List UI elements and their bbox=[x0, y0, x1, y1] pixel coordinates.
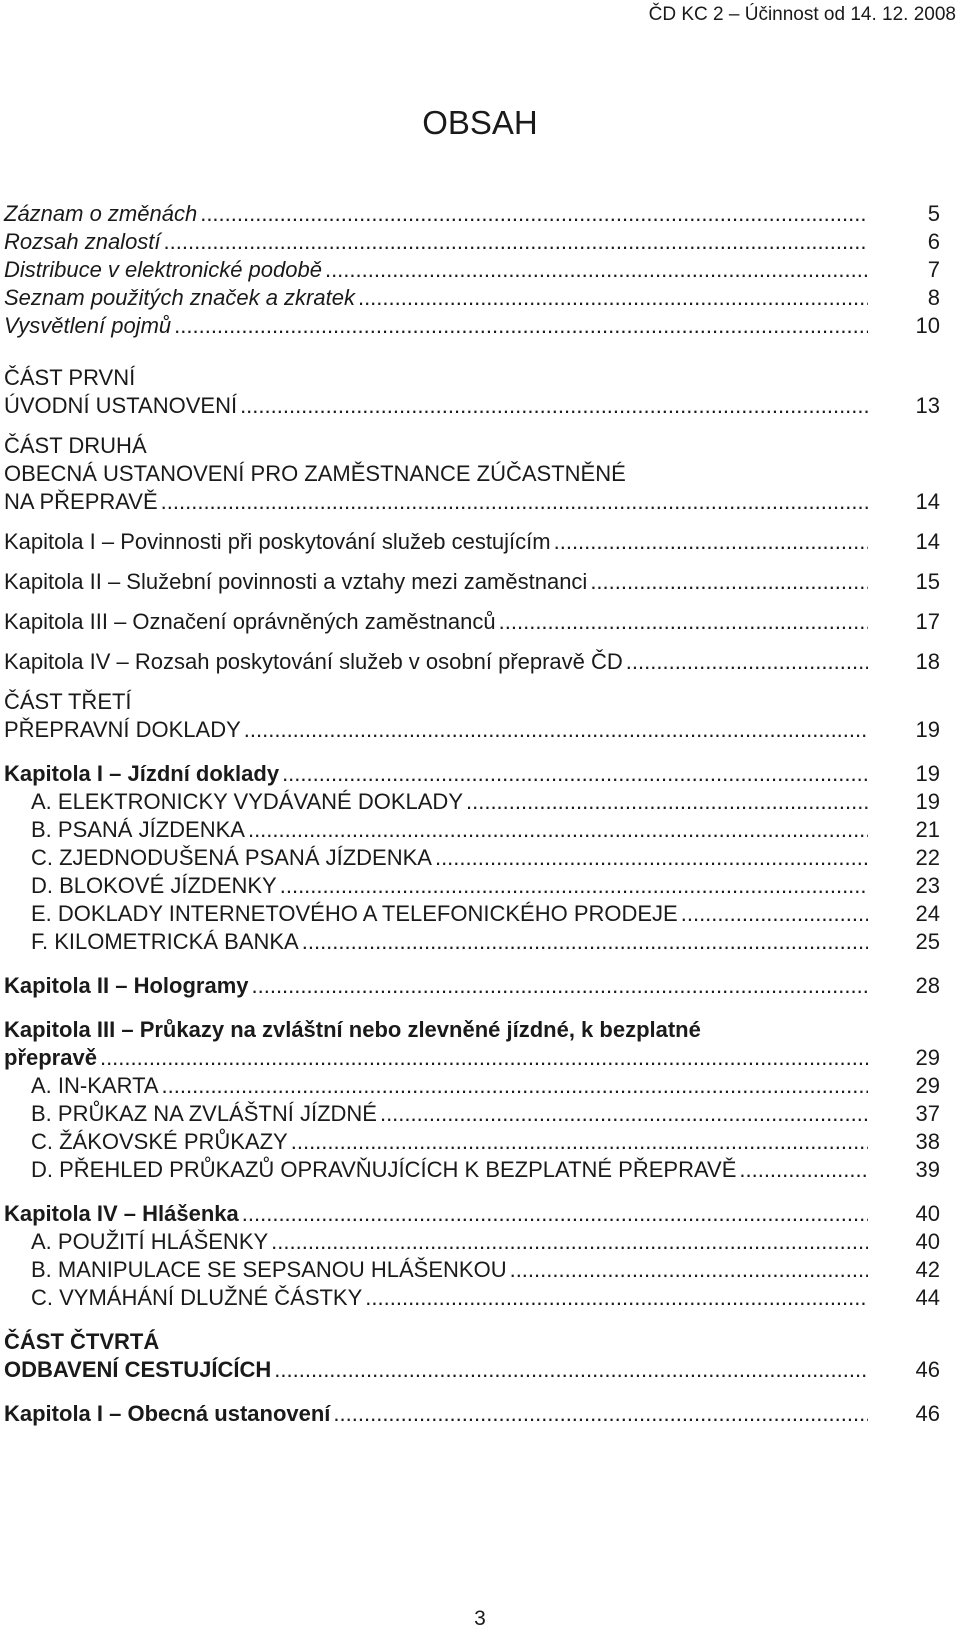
toc-entry-page-number: 40 bbox=[915, 1229, 940, 1254]
toc-entry-page-number: 10 bbox=[915, 313, 940, 338]
toc-entry-page-number: 39 bbox=[915, 1157, 940, 1182]
toc-entry-label: B. PRŮKAZ NA ZVLÁŠTNÍ JÍZDNÉ bbox=[31, 1101, 377, 1126]
toc-heading: ČÁST ČTVRTÁ bbox=[4, 1329, 160, 1354]
toc-entry-page-number: 18 bbox=[915, 649, 940, 674]
toc-entry-label: E. DOKLADY INTERNETOVÉHO A TELEFONICKÉHO PRODEJE bbox=[31, 901, 678, 926]
toc-entry-page-number: 25 bbox=[915, 929, 940, 954]
toc-entry-page-number: 14 bbox=[915, 529, 940, 554]
dot-leader bbox=[358, 284, 868, 312]
toc-entry-label: Seznam použitých značek a zkratek bbox=[4, 285, 355, 310]
toc-entry-label: Rozsah znalostí bbox=[4, 229, 161, 254]
dot-leader bbox=[164, 228, 868, 256]
toc-entry[interactable] bbox=[4, 1100, 940, 1128]
toc-entry-label: F. KILOMETRICKÁ BANKA bbox=[31, 929, 299, 954]
toc-entry[interactable] bbox=[4, 1356, 940, 1384]
toc-entry-page-number: 13 bbox=[915, 393, 940, 418]
toc-entry[interactable] bbox=[4, 1044, 940, 1072]
toc-entry-label: Vysvětlení pojmů bbox=[4, 313, 172, 338]
toc-entry[interactable] bbox=[4, 312, 940, 340]
toc-entry-page-number: 23 bbox=[915, 873, 940, 898]
toc-entry[interactable] bbox=[4, 528, 940, 556]
toc-entry-label: A. POUŽITÍ HLÁŠENKY bbox=[31, 1229, 269, 1254]
toc-entry-page-number: 38 bbox=[915, 1129, 940, 1154]
toc-entry-label: Kapitola II – Služební povinnosti a vztahy mezi zaměstnanci bbox=[4, 569, 588, 594]
dot-leader bbox=[554, 528, 868, 556]
dot-leader bbox=[244, 716, 868, 744]
toc-entry-label: Kapitola II – Hologramy bbox=[4, 973, 249, 998]
dot-leader bbox=[739, 1156, 868, 1184]
dot-leader bbox=[242, 1200, 868, 1228]
header-note: ČD KC 2 – Účinnost od 14. 12. 2008 bbox=[648, 4, 956, 25]
toc-entry[interactable] bbox=[4, 760, 940, 788]
toc-entry[interactable] bbox=[4, 488, 940, 516]
toc-entry-label: Kapitola IV – Rozsah poskytování služeb v osobní přepravě ČD bbox=[4, 649, 623, 674]
dot-leader bbox=[302, 928, 868, 956]
toc-entry-label: B. PSANÁ JÍZDENKA bbox=[31, 817, 245, 842]
toc-entry-page-number: 28 bbox=[915, 973, 940, 998]
toc-entry-label: Kapitola III – Označení oprávněných zaměstnanců bbox=[4, 609, 496, 634]
toc-entry-page-number: 19 bbox=[915, 761, 940, 786]
toc-entry[interactable] bbox=[4, 1256, 940, 1284]
toc-entry-label: ÚVODNÍ USTANOVENÍ bbox=[4, 393, 238, 418]
dot-leader bbox=[280, 872, 868, 900]
dot-leader bbox=[365, 1284, 868, 1312]
toc-entry-label: C. VYMÁHÁNÍ DLUŽNÉ ČÁSTKY bbox=[31, 1285, 363, 1310]
toc-entry[interactable] bbox=[4, 1400, 940, 1428]
dot-leader bbox=[200, 200, 868, 228]
dot-leader bbox=[161, 488, 868, 516]
toc-entry[interactable] bbox=[4, 1128, 940, 1156]
toc-entry-page-number: 6 bbox=[927, 229, 940, 254]
toc-heading: ČÁST PRVNÍ bbox=[4, 365, 136, 390]
dot-leader bbox=[380, 1100, 868, 1128]
dot-leader bbox=[271, 1228, 868, 1256]
table-of-contents bbox=[4, 200, 940, 1428]
dot-leader bbox=[100, 1044, 868, 1072]
toc-entry-label: D. PŘEHLED PRŮKAZŮ OPRAVŇUJÍCÍCH K BEZPLATNÉ PŘEPRAVĚ bbox=[31, 1157, 737, 1182]
dot-leader bbox=[248, 816, 868, 844]
dot-leader bbox=[333, 1400, 868, 1428]
toc-entry-page-number: 19 bbox=[915, 789, 940, 814]
toc-entry-page-number: 22 bbox=[915, 845, 940, 870]
toc-entry-label: Distribuce v elektronické podobě bbox=[4, 257, 322, 282]
toc-entry[interactable] bbox=[4, 200, 940, 228]
dot-leader bbox=[282, 760, 868, 788]
toc-entry[interactable] bbox=[4, 716, 940, 744]
toc-entry-page-number: 42 bbox=[915, 1257, 940, 1282]
dot-leader bbox=[291, 1128, 868, 1156]
dot-leader bbox=[466, 788, 868, 816]
toc-entry-page-number: 15 bbox=[915, 569, 940, 594]
toc-entry[interactable] bbox=[4, 1200, 940, 1228]
toc-entry-label: A. IN-KARTA bbox=[31, 1073, 159, 1098]
dot-leader bbox=[499, 608, 868, 636]
dot-leader bbox=[274, 1356, 868, 1384]
toc-entry-label: Záznam o změnách bbox=[4, 201, 198, 226]
toc-entry-label: C. ZJEDNODUŠENÁ PSANÁ JÍZDENKA bbox=[31, 845, 432, 870]
toc-entry[interactable] bbox=[4, 1072, 940, 1100]
toc-entry-label: A. ELEKTRONICKY VYDÁVANÉ DOKLADY bbox=[31, 789, 463, 814]
toc-entry-page-number: 29 bbox=[915, 1045, 940, 1070]
dot-leader bbox=[435, 844, 868, 872]
toc-entry[interactable] bbox=[4, 648, 940, 676]
toc-entry-label: D. BLOKOVÉ JÍZDENKY bbox=[31, 873, 277, 898]
toc-entry[interactable] bbox=[4, 392, 940, 420]
toc-entry[interactable] bbox=[4, 228, 940, 256]
dot-leader bbox=[325, 256, 868, 284]
toc-heading: OBECNÁ USTANOVENÍ PRO ZAMĚSTNANCE ZÚČASTNĚNÉ bbox=[4, 461, 626, 486]
toc-entry-page-number: 29 bbox=[915, 1073, 940, 1098]
toc-entry[interactable] bbox=[4, 256, 940, 284]
dot-leader bbox=[174, 312, 868, 340]
toc-entry[interactable] bbox=[4, 900, 940, 928]
toc-entry-page-number: 14 bbox=[915, 489, 940, 514]
toc-entry-label: ODBAVENÍ CESTUJÍCÍCH bbox=[4, 1357, 272, 1382]
toc-entry-page-number: 21 bbox=[915, 817, 940, 842]
toc-entry[interactable] bbox=[4, 872, 940, 900]
toc-entry[interactable] bbox=[4, 1156, 940, 1184]
dot-leader bbox=[240, 392, 868, 420]
toc-entry-page-number: 37 bbox=[915, 1101, 940, 1126]
toc-entry[interactable] bbox=[4, 568, 940, 596]
toc-entry[interactable] bbox=[4, 1284, 940, 1312]
page-title: OBSAH bbox=[422, 104, 538, 141]
toc-entry-label: PŘEPRAVNÍ DOKLADY bbox=[4, 717, 241, 742]
toc-entry[interactable] bbox=[4, 972, 940, 1000]
toc-heading: ČÁST TŘETÍ bbox=[4, 689, 132, 714]
toc-entry-label: C. ŽÁKOVSKÉ PRŮKAZY bbox=[31, 1129, 288, 1154]
toc-entry-page-number: 44 bbox=[915, 1285, 940, 1310]
toc-entry-label: přepravě bbox=[4, 1045, 97, 1070]
toc-entry-page-number: 5 bbox=[927, 201, 940, 226]
toc-heading: Kapitola III – Průkazy na zvláštní nebo zlevněné jízdné, k bezplatné bbox=[4, 1017, 701, 1042]
toc-entry[interactable] bbox=[4, 928, 940, 956]
toc-entry-page-number: 17 bbox=[915, 609, 940, 634]
toc-entry-page-number: 40 bbox=[915, 1201, 940, 1226]
toc-entry[interactable] bbox=[4, 1228, 940, 1256]
toc-entry[interactable] bbox=[4, 844, 940, 872]
toc-entry-page-number: 24 bbox=[915, 901, 940, 926]
dot-leader bbox=[510, 1256, 868, 1284]
toc-entry-page-number: 46 bbox=[915, 1357, 940, 1382]
toc-entry-label: Kapitola I – Jízdní doklady bbox=[4, 761, 280, 786]
dot-leader bbox=[252, 972, 869, 1000]
toc-entry-page-number: 19 bbox=[915, 717, 940, 742]
toc-entry-label: Kapitola I – Obecná ustanovení bbox=[4, 1401, 331, 1426]
dot-leader bbox=[626, 648, 868, 676]
toc-entry-page-number: 8 bbox=[927, 285, 940, 310]
toc-entry[interactable] bbox=[4, 816, 940, 844]
dot-leader bbox=[681, 900, 868, 928]
dot-leader bbox=[162, 1072, 868, 1100]
toc-entry[interactable] bbox=[4, 788, 940, 816]
toc-entry-label: Kapitola I – Povinnosti při poskytování služeb cestujícím bbox=[4, 529, 551, 554]
toc-entry-label: B. MANIPULACE SE SEPSANOU HLÁŠENKOU bbox=[31, 1257, 507, 1282]
toc-entry-page-number: 7 bbox=[927, 257, 940, 282]
toc-entry-label: Kapitola IV – Hlášenka bbox=[4, 1201, 239, 1226]
page-number: 3 bbox=[474, 1607, 486, 1630]
toc-entry[interactable] bbox=[4, 608, 940, 636]
toc-entry-page-number: 46 bbox=[915, 1401, 940, 1426]
dot-leader bbox=[590, 568, 868, 596]
toc-entry[interactable] bbox=[4, 284, 940, 312]
toc-heading: ČÁST DRUHÁ bbox=[4, 433, 147, 458]
toc-entry-label: NA PŘEPRAVĚ bbox=[4, 489, 158, 514]
